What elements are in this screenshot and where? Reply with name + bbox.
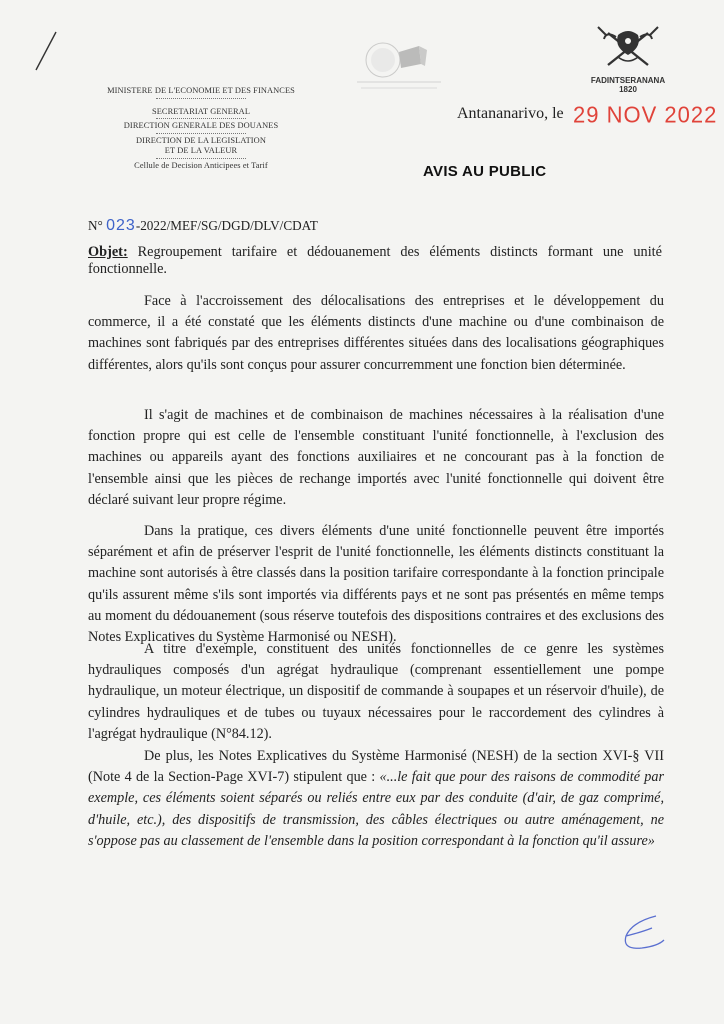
place-label: Antananarivo, le [457, 105, 564, 122]
reference-handwritten-number: 023 [106, 217, 136, 234]
republic-seal-icon [355, 38, 445, 98]
paragraph-3 [88, 521, 664, 648]
paragraph-1 [88, 291, 664, 376]
paragraph-5-quote: «...le fait que pour des raisons de commodité par exemple, ces éléments soient séparés ou reliés entre eux par des conduite (d'air, de gaz comprimé, d'huile, etc.), des dispositifs de transmission, des câbles électriques ou autre aménagement, ne s'oppose pas au classement de l'ensemble dans la position correspondant à la fonction qu'il assure» [88, 769, 665, 849]
header-divider [156, 118, 246, 119]
header-divider [156, 98, 246, 99]
document-title: AVIS AU PUBLIC [423, 163, 547, 180]
customs-emblem [588, 25, 668, 94]
subject-text: Regroupement tarifaire et dédouanement des éléments distincts formant une unité fonctionnelle. [88, 244, 662, 277]
zebu-crest-icon [588, 25, 668, 71]
paragraph-2-text: Il s'agit de machines et de combinaison de machines nécessaires à la réalisation d'une fonction propre qui est celle de l'ensemble constituant l'unité fonctionnelle, à l'exclusion des machines ou appareils ayant des fonctions auxiliaires et ne concourant pas à la fonction de l'ensemble ainsi que les pièces de rechange importés avec l'unité fonctionnelle qui doivent être déclaré suivant leur propre régime. [88, 407, 664, 508]
paragraph-1-text: Face à l'accroissement des délocalisations des entreprises et le développement du commerce, il a été constaté que les éléments distincts d'une machine ou d'une combinaison de machines sont fabriqués par des entreprises différentes situées dans des localisations géographiques différentes, alors qu'ils sont conçus pour assurer concurremment une fonction bien déterminée. [88, 293, 664, 373]
pen-mark-icon [30, 30, 60, 74]
secretariat-name: SECRETARIAT GENERAL [151, 106, 251, 116]
paragraph-5 [88, 746, 664, 852]
paragraph-4 [88, 639, 664, 745]
direction-legislation-line1: DIRECTION DE LA LEGISLATION [136, 135, 266, 145]
subject-label: Objet: [88, 244, 128, 260]
ministry-name: MINISTERE DE L'ECONOMIE ET DES FINANCES [107, 86, 295, 95]
emblem-caption: FADINTSERANANA [590, 76, 666, 85]
date-stamp: 29 NOV 2022 [573, 101, 718, 128]
paragraph-5-intro: De plus, les Notes Explicatives du Système Harmonisé (NESH) de la section XVI-§ VII (Note 4 de la Section-Page XVI-7) stipulent que : [88, 748, 664, 786]
subject-line [88, 244, 662, 278]
direction-generale-name: DIRECTION GENERALE DES DOUANES [123, 121, 279, 130]
direction-legislation-line2: ET DE LA VALEUR [164, 146, 238, 155]
reference-suffix: -2022/MEF/SG/DGD/DLV/CDAT [135, 218, 318, 233]
initials-signature-icon [612, 910, 672, 960]
cellule-name: Cellule de Decision Anticipees et Tarif [134, 160, 268, 170]
emblem-year: 1820 [619, 85, 637, 94]
paragraph-2 [88, 405, 664, 511]
reference-number [88, 217, 318, 235]
reference-prefix: N° [88, 218, 103, 233]
paragraph-3-text: Dans la pratique, ces divers éléments d'une unité fonctionnelle peuvent être importés séparément et afin de préserver l'esprit de l'unité fonctionnelle, les éléments distincts constituant la machine sont autorisés à être classés dans la position tarifaire correspondante à la fonction principale qu'ils assurent même s'ils sont importés via différents pays et ne sont pas présentés en même temps au moment du dédouanement (sous réserve toutefois des dispositions contraires et des exclusions des Notes Explicatives du Système Harmonisé ou NESH). [88, 523, 664, 646]
issuer-header [86, 86, 316, 171]
paragraph-4-text: A titre d'exemple, constituent des unités fonctionnelles de ce genre les systèmes hydrauliques composés d'un agrégat hydraulique (comprenant essentiellement une pompe hydraulique, un moteur électrique, un dispositif de commande à soupapes et un réservoir d'huile), de cylindres hydrauliques et de tubes ou tuyaux nécessaires pour le raccordement des cylindres à l'agrégat hydraulique (N°84.12). [88, 641, 664, 742]
header-divider [156, 158, 246, 159]
header-divider [156, 133, 246, 134]
